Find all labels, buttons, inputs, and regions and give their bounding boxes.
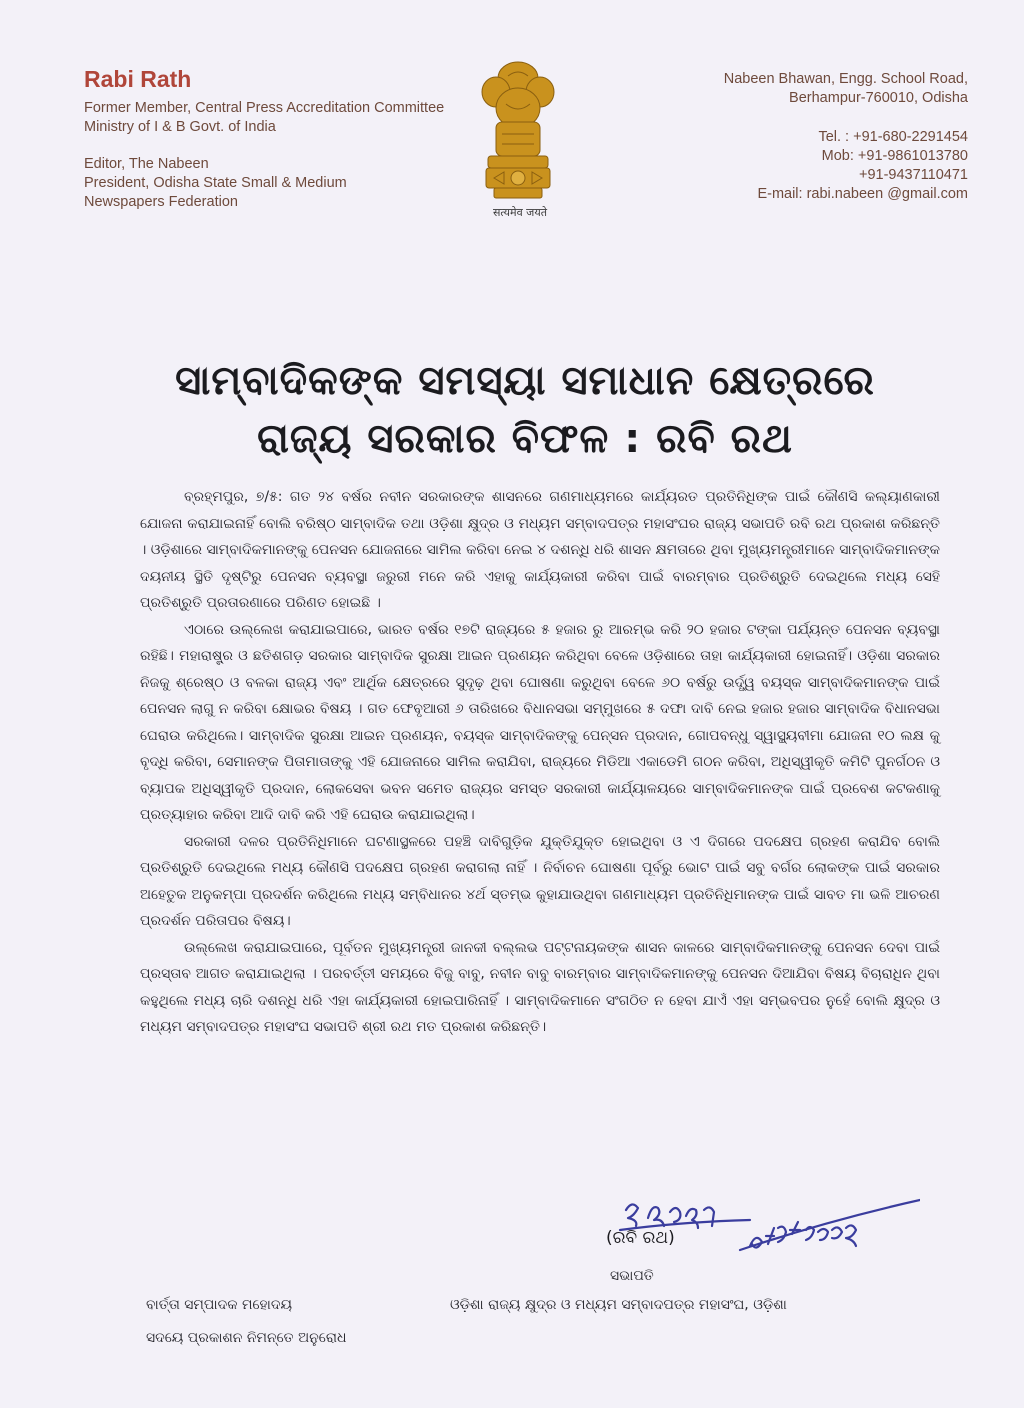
contact-line: Mob: +91-9861013780 [821, 148, 968, 164]
contact-line: +91-9437110471 [859, 167, 968, 183]
headline-line-2: ରାଜ୍ୟ ସରକାର ବିଫଳ : ରବି ରଥ [257, 416, 793, 462]
letterhead-name: Rabi Rath [84, 66, 192, 92]
signatory-designation: ସଭାପତି [610, 1268, 654, 1284]
letter-body [140, 484, 940, 1041]
emblem-motto: सत्यमेव जयते [492, 206, 547, 219]
letterhead-line: Former Member, Central Press Accreditation Committee [84, 100, 445, 116]
letterhead-left [84, 66, 504, 212]
national-emblem-icon [476, 56, 560, 226]
letterhead-right [638, 70, 968, 204]
addressee-line-2: ସଦୟେ ପ୍ରକାଶନ ନିମନ୍ତେ ଅନୁରୋଧ [146, 1330, 347, 1346]
letterhead-line: Editor, The Nabeen [84, 156, 209, 172]
letterhead-line: President, Odisha State Small & Medium [84, 175, 347, 191]
address-line: Nabeen Bhawan, Engg. School Road, [723, 71, 968, 87]
contact-line: Tel. : +91-680-2291454 [818, 129, 968, 145]
signatory-name: (ରବି ରଥ) [606, 1228, 675, 1248]
email-line: E-mail: rabi.nabeen @gmail.com [757, 186, 968, 202]
body-paragraph: ଉଲ୍ଲେଖ କରାଯାଇପାରେ, ପୂର୍ବତନ ମୁଖ୍ୟମନ୍ତ୍ରୀ ଜାନକୀ ବଲ୍ଲଭ ପଟ୍ଟନାୟକଙ୍କ ଶାସନ କାଳରେ ସାମ୍ବାଦିକମାନଙ୍କୁ ପେନସନ ଦେବା ପାଇଁ ପ୍ରସ୍ତାବ ଆଗତ କରାଯାଇଥିଲା । ପରବର୍ତ୍ତୀ ସମୟରେ ବିଜୁ ବାବୁ, ନବୀନ ବାବୁ ବାରମ୍ବାର ସାମ୍ବାଦିକମାନଙ୍କୁ ପେନସନ ଦିଆଯିବା ବିଷୟ ବିଚାରାଧିନ ଥିବା କହୁଥିଲେ ମଧ୍ୟ ଚାରି ଦଶନ୍ଧି ଧରି ଏହା କାର୍ଯ୍ୟକାରୀ ହୋଇପାରିନାହିଁ । ସାମ୍ବାଦିକମାନେ ସଂଗଠିତ ନ ହେବା ଯାଏଁ ଏହା ସମ୍ଭବପର ନୁହେଁ ବୋଲି କ୍ଷୁଦ୍ର ଓ ମଧ୍ୟମ ସମ୍ବାଦପତ୍ର ମହାସଂଘ ସଭାପତି ଶ୍ରୀ ରଥ ମତ ପ୍ରକାଶ କରିଛନ୍ତି। [140, 939, 940, 1035]
body-paragraph: ବ୍ରହ୍ମପୁର, ୭/୫: ଗତ ୨୪ ବର୍ଷର ନବୀନ ସରକାରଙ୍କ ଶାସନରେ ଗଣମାଧ୍ୟମରେ କାର୍ଯ୍ୟରତ ପ୍ରତିନିଧିଙ୍କ ପାଇଁ କୌଣସି କଲ୍ୟାଣକାରୀ ଯୋଜନା କରାଯାଇନାହିଁ ବୋଲି ବରିଷ୍ଠ ସାମ୍ବାଦିକ ତଥା ଓଡ଼ିଶା କ୍ଷୁଦ୍ର ଓ ମଧ୍ୟମ ସମ୍ବାଦପତ୍ର ମହାସଂଘର ରାଜ୍ୟ ସଭାପତି ରବି ରଥ ପ୍ରକାଶ କରିଛନ୍ତି । ଓଡ଼ିଶାରେ ସାମ୍ବାଦିକମାନଙ୍କୁ ପେନସନ ଯୋଜନାରେ ସାମିଲ କରିବା ନେଇ ୪ ଦଶନ୍ଧି ଧରି ଶାସନ କ୍ଷମତାରେ ଥିବା ମୁଖ୍ୟମନ୍ତ୍ରୀମାନେ ସାମ୍ବାଦିକମାନଙ୍କ ଦୟନୀୟ ସ୍ଥିତି ଦୃଷ୍ଟିରୁ ପେନସନ ବ୍ୟବସ୍ଥା ଜରୁରୀ ମନେ କରି ଏହାକୁ କାର୍ଯ୍ୟକାରୀ କରିବା ପାଇଁ ବାରମ୍ବାର ପ୍ରତିଶ୍ରୁତି ଦେଇଥିଲେ ମଧ୍ୟ ସେହି ପ୍ରତିଶ୍ରୁତି ପ୍ରତାରଣାରେ ପରିଣତ ହୋଇଛି । [140, 489, 940, 611]
signatory-organization: ଓଡ଼ିଶା ରାଜ୍ୟ କ୍ଷୁଦ୍ର ଓ ମଧ୍ୟମ ସମ୍ବାଦପତ୍ର ମହାସଂଘ, ଓଡ଼ିଶା [450, 1297, 787, 1313]
headline-line-1: ସାମ୍ବାଦିକଙ୍କ ସମସ୍ୟା ସମାଧାନ କ୍ଷେତ୍ରରେ [175, 358, 875, 404]
body-paragraph: ଏଠାରେ ଉଲ୍ଲେଖ କରାଯାଇପାରେ, ଭାରତ ବର୍ଷର ୧୭ଟି ରାଜ୍ୟରେ ୫ ହଜାର ରୁ ଆରମ୍ଭ କରି ୨୦ ହଜାର ଟଙ୍କା ପର୍ଯ୍ୟନ୍ତ ପେନସନ ବ୍ୟବସ୍ଥା ରହିଛି। ମହାରାଷ୍ଟ୍ର ଓ ଛତିଶଗଡ଼ ସରକାର ସାମ୍ବାଦିକ ସୁରକ୍ଷା ଆଇନ ପ୍ରଣୟନ କରିଥିବା ବେଳେ ଓଡ଼ିଶାରେ ତାହା କାର୍ଯ୍ୟକାରୀ ହୋଇନାହିଁ। ଓଡ଼ିଶା ସରକାର ନିଜକୁ ଶ୍ରେଷ୍ଠ ଓ ବଳକା ରାଜ୍ୟ ଏବଂ ଆର୍ଥିକ କ୍ଷେତ୍ରରେ ସୁଦୃଢ଼ ଥିବା ଘୋଷଣା କରୁଥିବା ବେଳେ ୬୦ ବର୍ଷରୁ ଉର୍ଦ୍ଧ୍ୱ ବୟସ୍କ ସାମ୍ବାଦିକମାନଙ୍କ ପାଇଁ ପେନସନ ଲାଗୁ ନ କରିବା କ୍ଷୋଭର ବିଷୟ । ଗତ ଫେବୃଆରୀ ୬ ତାରିଖରେ ବିଧାନସଭା ସମ୍ମୁଖରେ ୫ ଦଫା ଦାବି ନେଇ ହଜାର ହଜାର ସାମ୍ବାଦିକ ବିଧାନସଭା ଘେରାଉ କରିଥିଲେ। ସାମ୍ବାଦିକ ସୁରକ୍ଷା ଆଇନ ପ୍ରଣୟନ, ବୟସ୍କ ସାମ୍ବାଦିକଙ୍କୁ ପେନ୍‌ସନ ପ୍ରଦାନ, ଗୋପବନ୍ଧୁ ସ୍ୱାସ୍ଥ୍ୟବୀମା ଯୋଜନା ୧୦ ଲକ୍ଷ କୁ ବୃଦ୍ଧି କରିବା, ସେମାନଙ୍କ ପିତାମାତାଙ୍କୁ ଏହି ଯୋଜନାରେ ସାମିଲ କରାଯିବା, ରାଜ୍ୟରେ ମିଡିଆ ଏକାଡେମି ଗଠନ କରିବା, ଅଧିସ୍ୱୀକୃତି କମିଟି ପୁନର୍ଗଠନ ଓ ବ୍ୟାପକ ଅଧିସ୍ୱୀକୃତି ପ୍ରଦାନ, ଲୋକସେବା ଭବନ ସମେତ ରାଜ୍ୟର ସମସ୍ତ ସରକାରୀ କାର୍ଯ୍ୟାଳୟରେ ସାମ୍ବାଦିକମାନଙ୍କ ପାଇଁ ପ୍ରବେଶ କଟକଣାକୁ ପ୍ରତ୍ୟାହାର କରିବା ଆଦି ଦାବି କରି ଏହି ଘେରାଉ କରାଯାଇଥିଲା। [140, 621, 940, 823]
body-paragraph: ସରକାରୀ ଦଳର ପ୍ରତିନିଧିମାନେ ଘଟଣାସ୍ଥଳରେ ପହଞ୍ଚି ଦାବିଗୁଡ଼ିକ ଯୁକ୍ତିଯୁକ୍ତ ହୋଇଥିବା ଓ ଏ ଦିଗରେ ପଦକ୍ଷେପ ଗ୍ରହଣ କରାଯିବ ବୋଲି ପ୍ରତିଶ୍ରୁତି ଦେଇଥିଲେ ମଧ୍ୟ କୌଣସି ପଦକ୍ଷେପ ଗ୍ରହଣ କରାଗଲା ନାହିଁ । ନିର୍ବାଚନ ଘୋଷଣା ପୂର୍ବରୁ ଭୋଟ ପାଇଁ ସବୁ ବର୍ଗର ଲୋକଙ୍କ ପାଇଁ ସରକାର ଅହେତୁକ ଅନୁକମ୍ପା ପ୍ରଦର୍ଶନ କରିଥିଲେ ମଧ୍ୟ ସମ୍ବିଧାନର ୪ର୍ଥ ସ୍ତମ୍ଭ କୁହାଯାଉଥିବା ଗଣମାଧ୍ୟମ ପ୍ରତିନିଧିମାନଙ୍କ ପାଇଁ ସାବତ ମା ଭଳି ଆଚରଣ ପ୍ରଦର୍ଶନ ପରିତାପର ବିଷୟ। [140, 833, 940, 929]
headline [110, 352, 940, 468]
addressee-line-1: ବାର୍ତ୍ତା ସମ୍ପାଦକ ମହୋଦୟ [146, 1297, 293, 1313]
address-line: Berhampur-760010, Odisha [789, 90, 968, 106]
letterhead-line: Ministry of I & B Govt. of India [84, 119, 276, 135]
letterhead-line: Newspapers Federation [84, 194, 238, 210]
